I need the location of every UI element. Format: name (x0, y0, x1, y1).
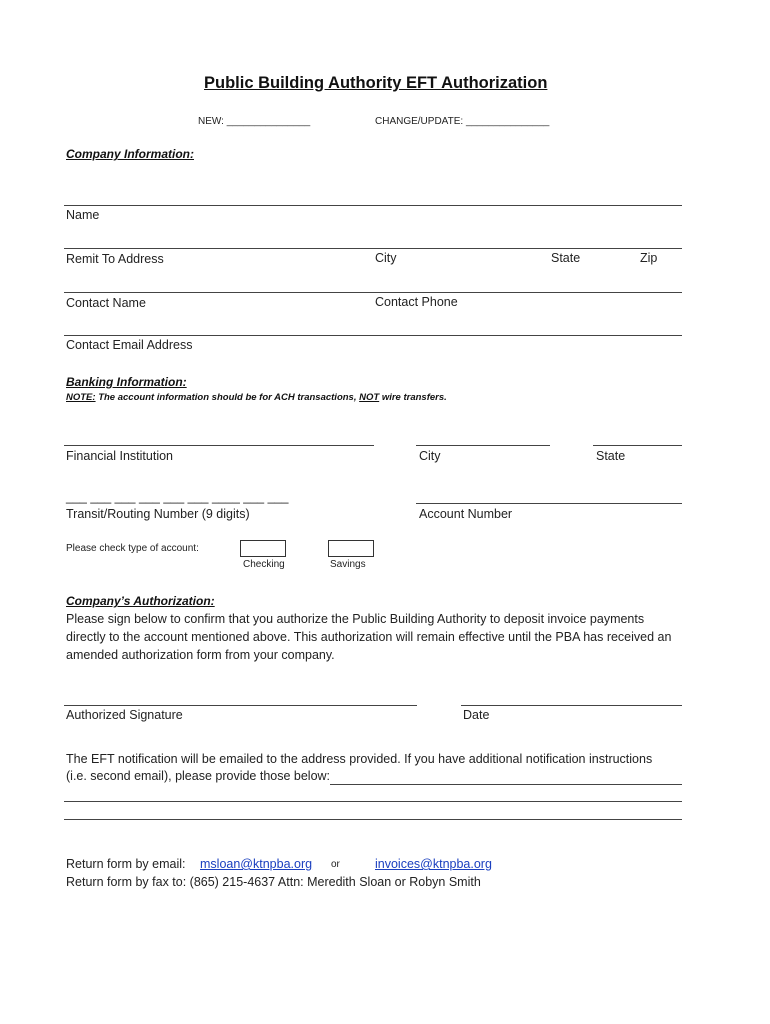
date-field-line[interactable] (461, 705, 682, 706)
return-email-label: Return form by email: (66, 857, 186, 871)
note-text: The account information should be for ACH transactions, (98, 392, 357, 403)
company-info-heading: Company Information: (66, 147, 194, 161)
routing-number-blanks[interactable]: ___ ___ ___ ___ ___ ___ ____ ___ ___ (66, 490, 289, 504)
notification-field-line-2[interactable] (64, 801, 682, 802)
contact-phone-label: Contact Phone (375, 295, 458, 309)
account-number-label: Account Number (419, 507, 513, 521)
city-label: City (375, 251, 397, 265)
email-link-invoices[interactable]: invoices@ktnpba.org (375, 857, 492, 871)
savings-label: Savings (330, 559, 366, 570)
signature-label: Authorized Signature (66, 708, 183, 722)
checking-checkbox[interactable] (240, 540, 286, 557)
remit-address-label: Remit To Address (66, 252, 164, 266)
remit-address-field-line[interactable] (64, 248, 682, 249)
bank-city-label: City (419, 449, 441, 463)
banking-note (66, 392, 447, 403)
notification-text-line1: The EFT notification will be emailed to the address provided. If you have additional notification instructions (66, 752, 653, 766)
authorization-heading: Company’s Authorization: (66, 594, 215, 608)
name-label: Name (66, 208, 100, 222)
notification-field-line-1[interactable] (330, 784, 682, 785)
financial-institution-label: Financial Institution (66, 449, 174, 463)
signature-field-line[interactable] (64, 705, 417, 706)
account-number-field-line[interactable] (416, 503, 682, 504)
account-type-label: Please check type of account: (66, 543, 199, 554)
bank-city-field-line[interactable] (416, 445, 550, 446)
date-label: Date (463, 708, 490, 722)
new-label: NEW: _______________ (198, 116, 311, 127)
change-update-label: CHANGE/UPDATE: _______________ (375, 116, 550, 127)
financial-institution-field-line[interactable] (64, 445, 374, 446)
savings-checkbox[interactable] (328, 540, 374, 557)
note-suffix: wire transfers. (381, 392, 447, 403)
page-title: Public Building Authority EFT Authorization (204, 74, 548, 92)
notification-field-line-3[interactable] (64, 819, 682, 820)
contact-name-label: Contact Name (66, 296, 146, 310)
contact-email-field-line[interactable] (64, 335, 682, 336)
note-not: NOT (359, 392, 380, 403)
return-fax-line: Return form by fax to: (865) 215-4637 Attn: Meredith Sloan or Robyn Smith (66, 875, 481, 889)
note-prefix: NOTE: (66, 392, 96, 403)
bank-state-label: State (596, 449, 626, 463)
zip-label: Zip (640, 251, 658, 265)
checking-label: Checking (243, 559, 285, 570)
notification-text-line2: (i.e. second email), please provide those below: (66, 769, 331, 783)
bank-state-field-line[interactable] (593, 445, 682, 446)
authorization-text: Please sign below to confirm that you authorize the Public Building Authority to deposit invoice payments directly to the account mentioned above. This authorization will remain effective until the PBA has received an amended authorization form from your company. (66, 612, 672, 662)
email-link-msloan[interactable]: msloan@ktnpba.org (200, 857, 313, 871)
name-field-line[interactable] (64, 205, 682, 206)
routing-number-label: Transit/Routing Number (9 digits) (66, 507, 250, 521)
contact-field-line[interactable] (64, 292, 682, 293)
banking-info-heading: Banking Information: (66, 375, 187, 389)
state-label: State (551, 251, 581, 265)
or-label: or (331, 859, 340, 870)
contact-email-label: Contact Email Address (66, 338, 193, 352)
